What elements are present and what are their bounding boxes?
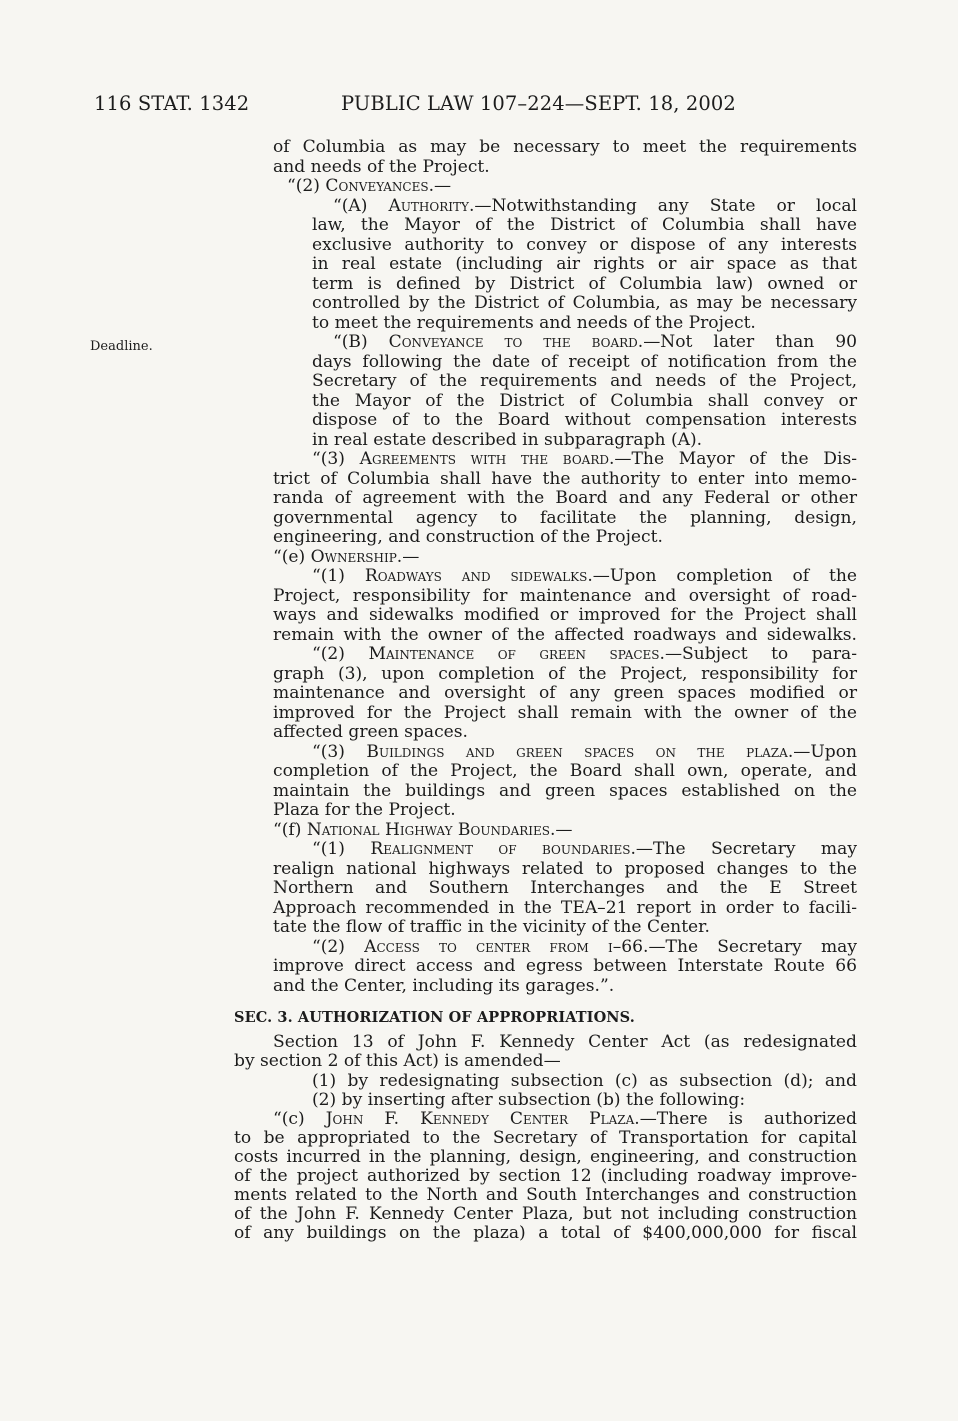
- text-line: maintenance and oversight of any green spaces modified or: [273, 683, 857, 703]
- heading-line: “(2) Maintenance of green spaces.—Subject to para-: [312, 644, 857, 664]
- heading-line: “(B) Conveyance to the board.—Not later than 90: [333, 332, 858, 352]
- text-line: of the project authorized by section 12 (including roadway improve-: [234, 1166, 857, 1186]
- heading-line: “(2) Conveyances.—: [287, 176, 452, 196]
- heading-line: “(f) National Highway Boundaries.—: [273, 820, 573, 840]
- text-line: (2) by inserting after subsection (b) the following:: [312, 1090, 746, 1110]
- heading-line: “(A) Authority.—Notwithstanding any State or local: [333, 196, 857, 216]
- section-heading: SEC. 3. AUTHORIZATION OF APPROPRIATIONS.: [234, 1009, 635, 1026]
- text-line: to meet the requirements and needs of the Project.: [312, 313, 756, 333]
- heading-line: “(2) Access to center from i–66.—The Secretary may: [312, 937, 857, 957]
- text-line: (1) by redesignating subsection (c) as subsection (d); and: [312, 1071, 857, 1091]
- text-line: governmental agency to facilitate the planning, design,: [273, 508, 857, 528]
- text-line: in real estate (including air rights or air space as that: [312, 254, 857, 274]
- text-line: by section 2 of this Act) is amended—: [234, 1051, 561, 1071]
- text-line: maintain the buildings and green spaces established on the: [273, 781, 857, 801]
- text-line: the Mayor of the District of Columbia shall convey or: [312, 391, 857, 411]
- text-line: improved for the Project shall remain with the owner of the: [273, 703, 857, 723]
- text-line: Project, responsibility for maintenance and oversight of road-: [273, 586, 857, 606]
- text-line: dispose of to the Board without compensation interests: [312, 410, 857, 430]
- text-line: ments related to the North and South Interchanges and construction: [234, 1185, 857, 1205]
- text-line: of any buildings on the plaza) a total of $400,000,000 for fiscal: [234, 1223, 857, 1243]
- text-line: completion of the Project, the Board shall own, operate, and: [273, 761, 857, 781]
- text-line: trict of Columbia shall have the authority to enter into memo-: [273, 469, 857, 489]
- heading-line: “(1) Realignment of boundaries.—The Secretary may: [312, 839, 857, 859]
- text-line: ways and sidewalks modified or improved for the Project shall: [273, 605, 857, 625]
- text-line: engineering, and construction of the Project.: [273, 527, 663, 547]
- text-line: Plaza for the Project.: [273, 800, 456, 820]
- text-line: Approach recommended in the TEA–21 report in order to facili-: [273, 898, 857, 918]
- text-line: days following the date of receipt of notification from the: [312, 352, 857, 372]
- text-line: costs incurred in the planning, design, engineering, and construction: [234, 1147, 857, 1167]
- text-line: remain with the owner of the affected roadways and sidewalks.: [273, 625, 857, 645]
- page-stat-citation: 116 STAT. 1342: [94, 92, 250, 115]
- margin-note-deadline: Deadline.: [90, 339, 153, 354]
- text-line: Northern and Southern Interchanges and the E Street: [273, 878, 857, 898]
- text-line: exclusive authority to convey or dispose of any interests: [312, 235, 857, 255]
- text-line: to be appropriated to the Secretary of Transportation for capital: [234, 1128, 857, 1148]
- text-line: of the John F. Kennedy Center Plaza, but not including construction: [234, 1204, 857, 1224]
- text-line: and the Center, including its garages.”.: [273, 976, 615, 996]
- text-line: term is defined by District of Columbia law) owned or: [312, 274, 857, 294]
- text-line: randa of agreement with the Board and any Federal or other: [273, 488, 857, 508]
- heading-line: “(e) Ownership.—: [273, 547, 420, 567]
- text-line: tate the flow of traffic in the vicinity of the Center.: [273, 917, 710, 937]
- text-line: Section 13 of John F. Kennedy Center Act (as redesignated: [273, 1032, 857, 1052]
- text-line: affected green spaces.: [273, 722, 468, 742]
- heading-line: “(c) John F. Kennedy Center Plaza.—There is authorized: [273, 1109, 857, 1129]
- text-line: Secretary of the requirements and needs of the Project,: [312, 371, 857, 391]
- text-line: realign national highways related to proposed changes to the: [273, 859, 857, 879]
- text-line: of Columbia as may be necessary to meet the requirements: [273, 137, 857, 157]
- running-header: PUBLIC LAW 107–224—SEPT. 18, 2002: [341, 92, 736, 115]
- heading-line: “(3) Buildings and green spaces on the plaza.—Upon: [312, 742, 857, 762]
- text-line: graph (3), upon completion of the Project, responsibility for: [273, 664, 857, 684]
- text-line: in real estate described in subparagraph (A).: [312, 430, 703, 450]
- heading-line: “(1) Roadways and sidewalks.—Upon completion of the: [312, 566, 858, 586]
- text-line: law, the Mayor of the District of Columbia shall have: [312, 215, 857, 235]
- text-line: and needs of the Project.: [273, 157, 490, 177]
- heading-line: “(3) Agreements with the board.—The Mayor of the Dis-: [312, 449, 858, 469]
- text-line: improve direct access and egress between Interstate Route 66: [273, 956, 857, 976]
- text-line: controlled by the District of Columbia, as may be necessary: [312, 293, 857, 313]
